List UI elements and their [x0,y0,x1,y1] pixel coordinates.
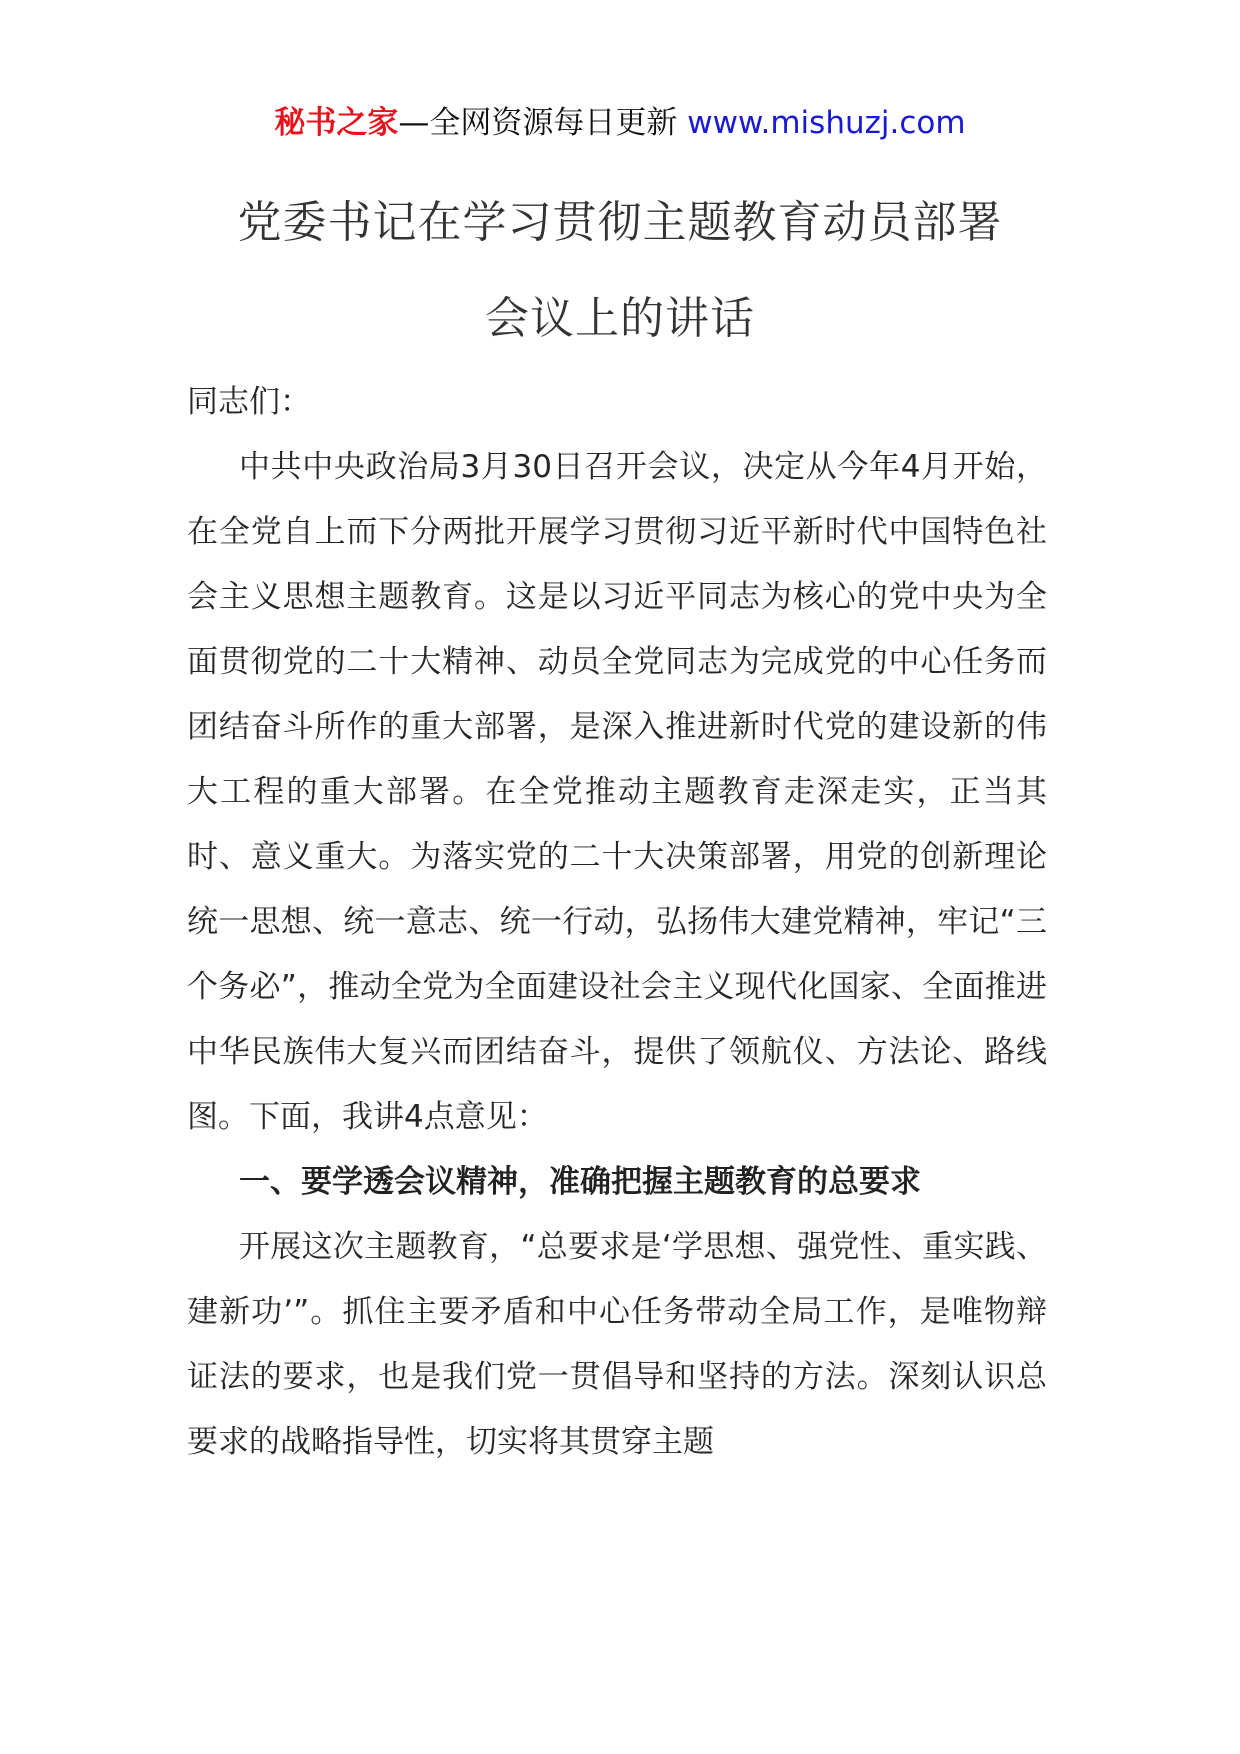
document-title-line1: 党委书记在学习贯彻主题教育动员部署 [237,197,1003,248]
watermark-header [0,98,1240,148]
paragraph: 中共中央政治局3月30日召开会议，决定从今年4月开始，在全党自上而下分两批开展学习贯彻习近平新时代中国特色社会主义思想主题教育。这是以习近平同志为核心的党中央为全面贯彻党的二十大精神、动员全党同志为完成党的中心任务而团结奋斗所作的重大部署，是深入推进新时代党的建设新的伟大工程的重大部署。在全党推动主题教育走深走实，正当其时、意义重大。为落实党的二十大决策部署，用党的创新理论统一思想、统一意志、统一行动，弘扬伟大建党精神，牢记“三个务必”，推动全党为全面建设社会主义现代化国家、全面推进中华民族伟大复兴而团结奋斗，提供了领航仪、方法论、路线图。下面，我讲4点意见： [187,449,1047,1135]
document-title-line2: 会议上的讲话 [485,293,755,344]
paragraph: 开展这次主题教育，“总要求是‘学思想、强党性、重实践、建新功’”。抓住主要矛盾和中心任务带动全局工作，是唯物辩证法的要求，也是我们党一贯倡导和坚持的方法。深刻认识总要求的战略指导性，切实将其贯穿主题 [187,1229,1047,1460]
section-heading: 一、要学透会议精神，准确把握主题教育的总要求 [239,1164,921,1200]
salutation: 同志们： [187,384,311,420]
header-url-link[interactable]: www.mishuzj.com [687,105,966,141]
header-tagline: —全网资源每日更新 [398,105,678,141]
document-body [187,370,1047,1475]
header-brand: 秘书之家 [274,105,399,141]
